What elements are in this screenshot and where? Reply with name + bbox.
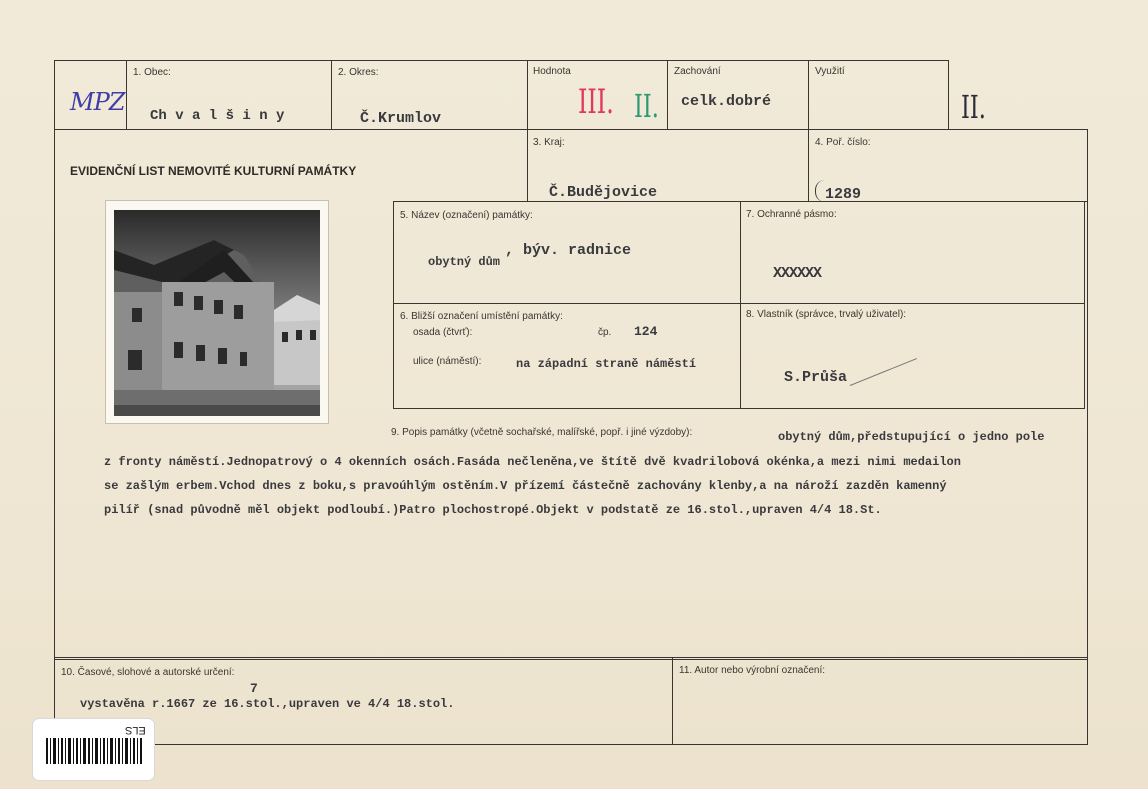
- kraj-label: 3. Kraj:: [533, 137, 565, 148]
- popis-line-3: se zašlým erbem.Vchod dnes z boku,s pravoúhlým ostěním.V přízemí částečně zachovány klenby,a na nároží zazděn kamenný: [104, 479, 947, 493]
- barcode-sticker: [33, 719, 154, 780]
- vlastnik-label: 8. Vlastník (správce, trvalý uživatel):: [746, 309, 907, 320]
- okres-label: 2. Okres:: [338, 67, 379, 78]
- por-cislo-value: 1289: [825, 186, 862, 203]
- popis-line-1: obytný dům,předstupující o jedno pole: [778, 430, 1045, 444]
- popis-label: 9. Popis památky (včetně sochařské, malířské, popř. i jiné výzdoby):: [391, 427, 693, 438]
- urceni-correction: 7: [250, 681, 258, 696]
- vyuziti-value: II.: [961, 88, 986, 126]
- nazev-label: 5. Název (označení) památky:: [400, 210, 533, 221]
- okres-value: Č.Krumlov: [360, 110, 442, 127]
- autor-label: 11. Autor nebo výrobní označení:: [679, 665, 826, 676]
- hodnota-value-green: II.: [634, 87, 659, 125]
- hodnota-label: Hodnota: [533, 66, 571, 77]
- por-cislo-bracket: [815, 180, 826, 202]
- cp-label: čp.: [598, 327, 612, 338]
- vlastnik-value: S.Průša: [784, 369, 848, 386]
- sticker-text: ELS: [125, 724, 146, 736]
- urceni-value: vystavěna r.1667 ze 16.stol.,upraven ve 4/4 18.stol.: [80, 697, 455, 711]
- nazev-value-b: , býv. radnice: [505, 242, 632, 259]
- cp-value: 124: [634, 324, 658, 339]
- osada-label: osada (čtvrť):: [413, 327, 473, 338]
- vyuziti-label: Využití: [815, 66, 845, 77]
- urceni-label: 10. Časové, slohové a autorské určení:: [61, 667, 235, 678]
- popis-line-4: pilíř (snad původně měl objekt podloubí.)Patro plochostropé.Objekt v podstatě ze 16.stol.,upraven 4/4 18.St.: [104, 503, 882, 517]
- monument-photo-frame: [106, 201, 328, 423]
- zachovani-label: Zachování: [674, 66, 721, 77]
- obec-value: Ch v a l š i n y: [150, 108, 285, 124]
- kraj-value: Č.Budějovice: [549, 184, 658, 201]
- popis-line-2: z fronty náměstí.Jednopatrový o 4 okenních osách.Fasáda nečleněna,ve štítě dvě kvadrilobová okénka,a mezi nimi medailon: [104, 455, 961, 469]
- obec-label: 1. Obec:: [133, 67, 171, 78]
- ulice-label: ulice (náměstí):: [413, 356, 482, 367]
- barcode-icon: [46, 738, 142, 764]
- monument-photo: [114, 210, 320, 416]
- ulice-value: na západní straně náměstí: [516, 357, 697, 371]
- hodnota-value-red: III.: [578, 82, 614, 122]
- ochranne-label: 7. Ochranné pásmo:: [746, 209, 837, 220]
- por-cislo-label: 4. Poř. číslo:: [815, 137, 871, 148]
- umisteni-label: 6. Bližší označení umístění památky:: [400, 311, 563, 322]
- ochranne-value: XXXXXX: [773, 265, 822, 282]
- zachovani-value: celk.dobré: [681, 93, 772, 110]
- nazev-value-a: obytný dům: [428, 255, 501, 269]
- handwritten-code: MPZ: [70, 88, 125, 116]
- form-title: EVIDENČNÍ LIST NEMOVITÉ KULTURNÍ PAMÁTKY: [70, 164, 357, 178]
